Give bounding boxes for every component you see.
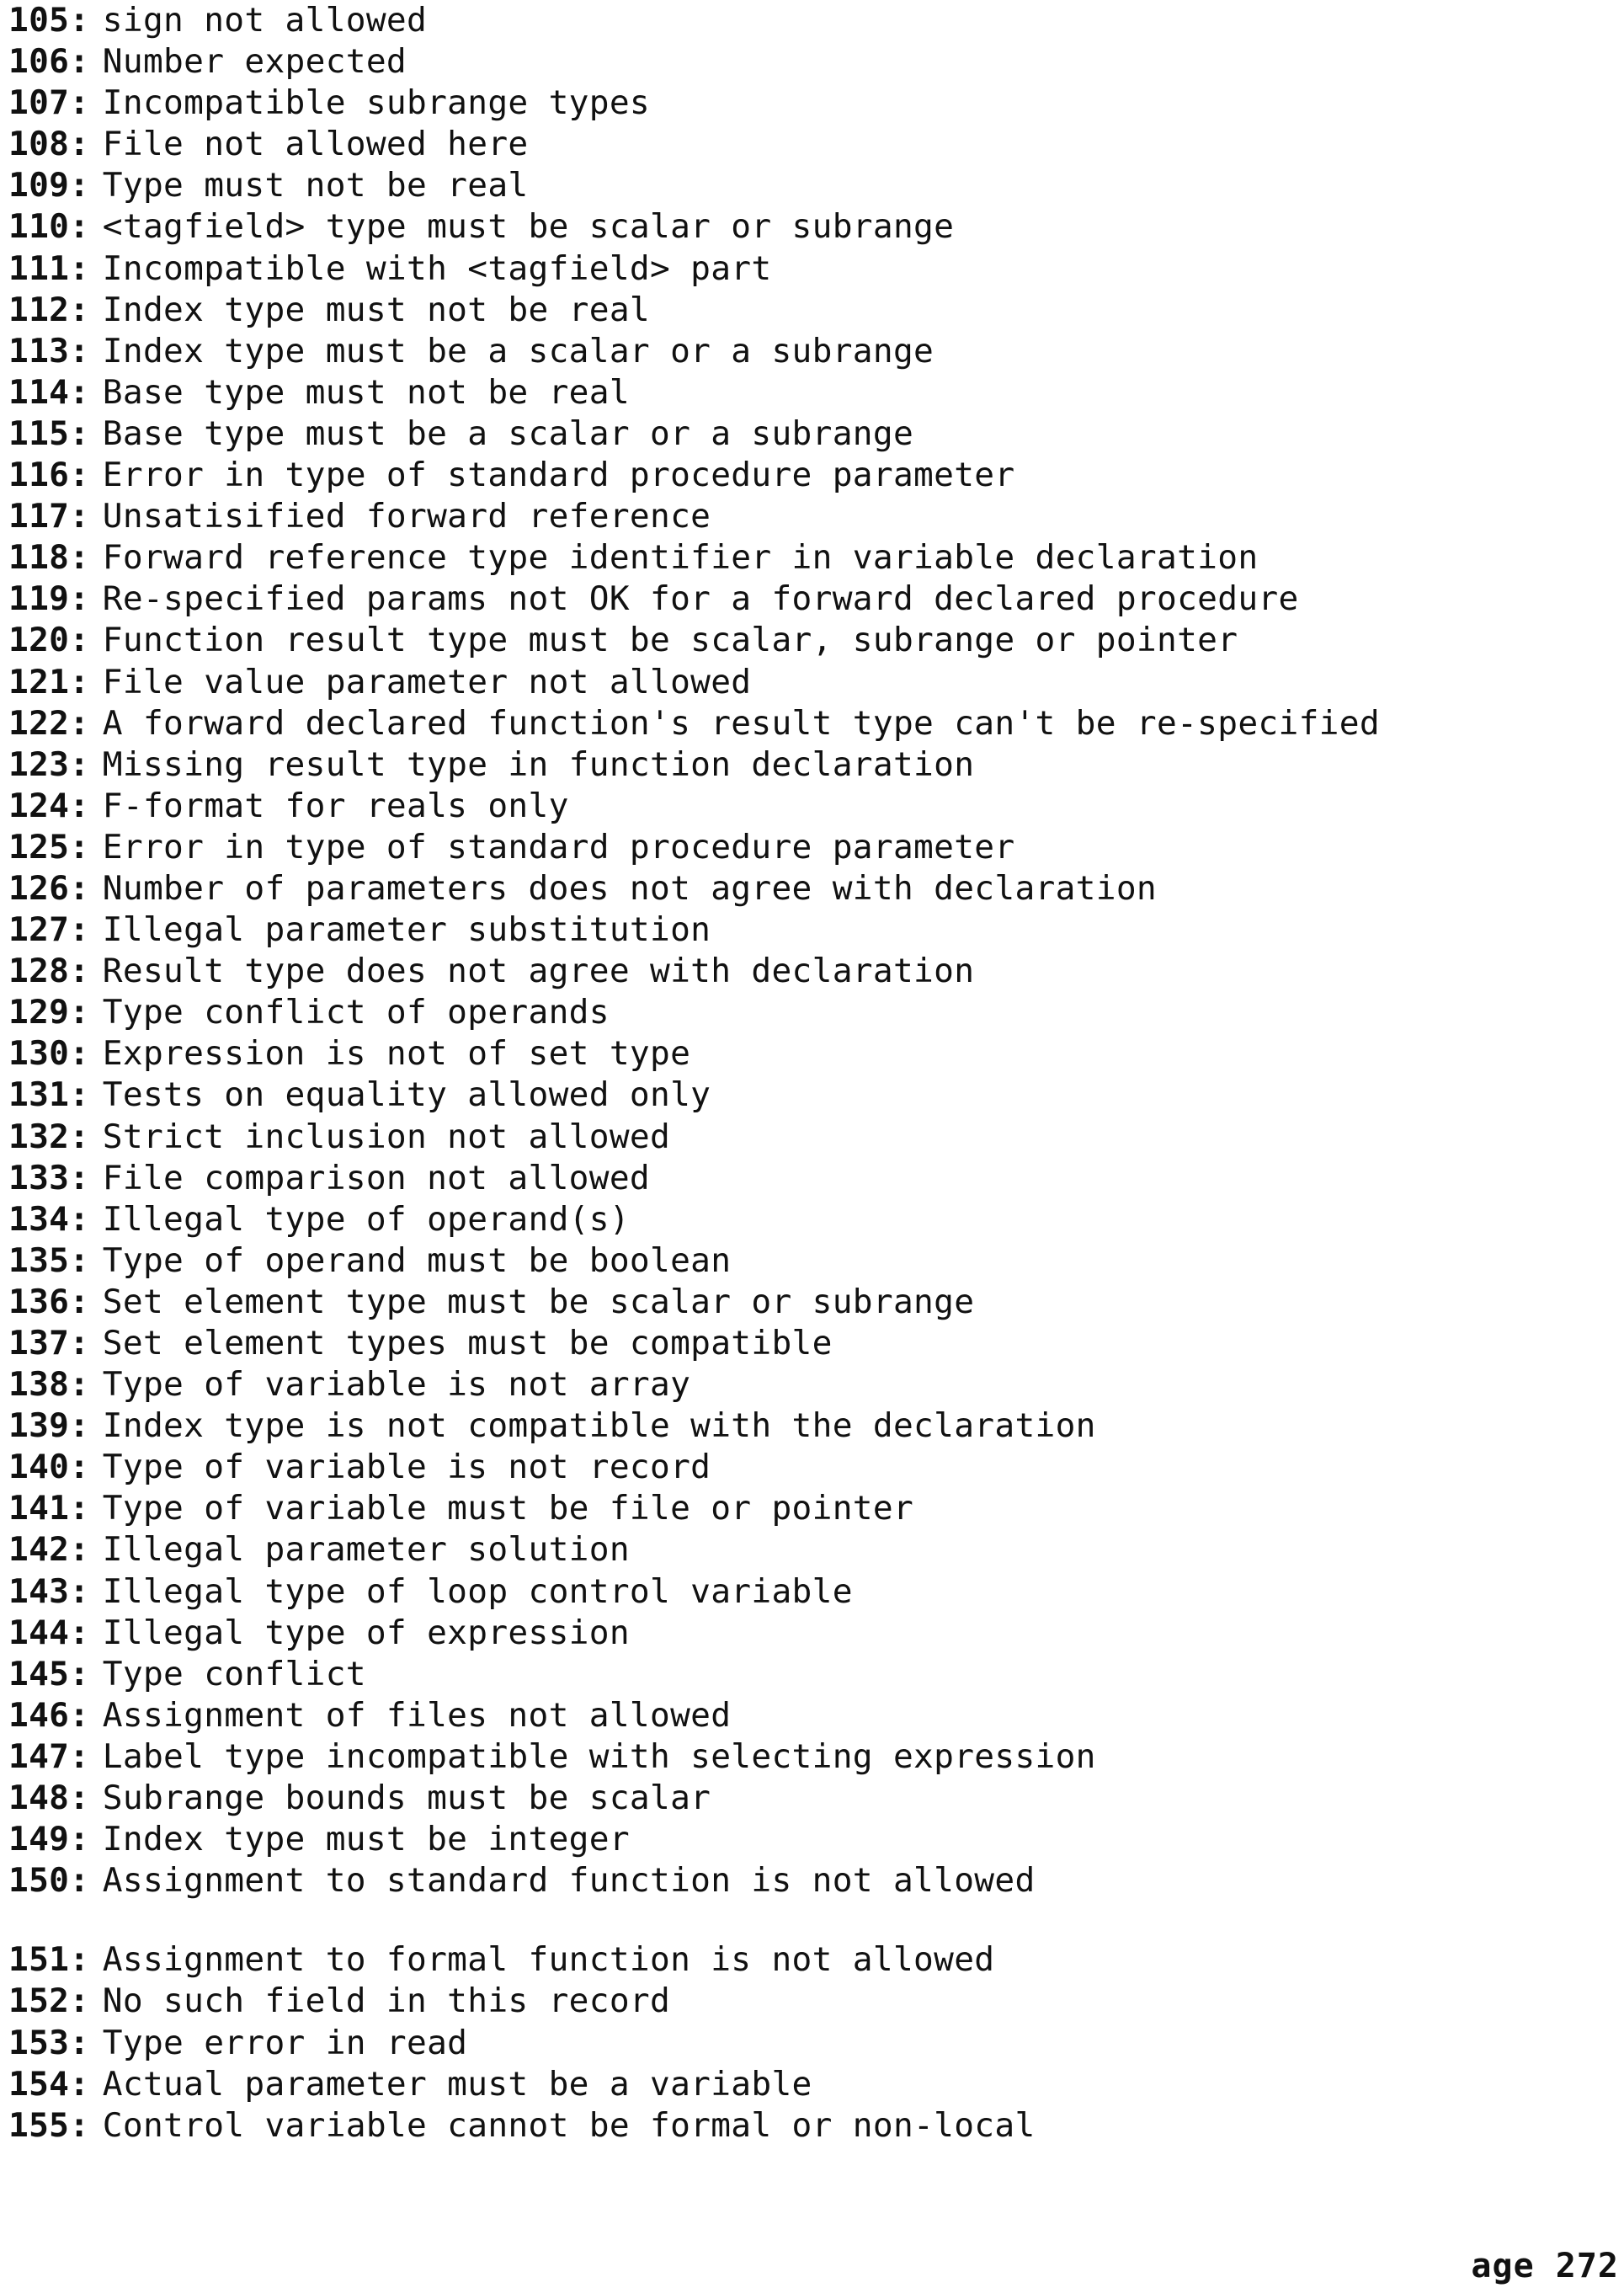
error-row-105 (8, 0, 1490, 41)
error-code: 151 (8, 1940, 70, 1980)
error-message: Type conflict (102, 1654, 366, 1693)
error-row-150 (8, 1860, 1490, 1901)
error-message: File comparison not allowed (102, 1158, 650, 1197)
code-separator: : (69, 1448, 90, 1487)
error-message: Result type does not agree with declaration (102, 952, 975, 991)
code-separator: : (69, 2105, 90, 2145)
code-separator: : (69, 1613, 90, 1652)
error-code: 105 (8, 1, 70, 40)
error-message: File not allowed here (102, 125, 529, 164)
error-message: Illegal type of loop control variable (102, 1571, 853, 1611)
code-separator: : (69, 910, 90, 950)
error-code: 153 (8, 2023, 70, 2062)
code-separator: : (69, 1940, 90, 1980)
error-row-138 (8, 1364, 1490, 1405)
error-code: 155 (8, 2105, 70, 2145)
error-code: 127 (8, 910, 70, 950)
error-row-122 (8, 703, 1490, 744)
error-row-147 (8, 1736, 1490, 1778)
code-separator: : (69, 1075, 90, 1115)
error-code: 113 (8, 331, 70, 371)
error-message: Unsatisified forward reference (102, 497, 711, 536)
error-code: 141 (8, 1489, 70, 1528)
error-row-148 (8, 1778, 1490, 1819)
error-row-111 (8, 248, 1490, 290)
error-row-117 (8, 496, 1490, 537)
error-code: 125 (8, 827, 70, 867)
error-message: Illegal type of operand(s) (102, 1199, 630, 1239)
error-message: Base type must be a scalar or a subrange (102, 413, 914, 453)
error-message: Type conflict of operands (102, 993, 610, 1032)
error-code: 128 (8, 952, 70, 991)
error-code: 144 (8, 1613, 70, 1652)
error-code: 140 (8, 1448, 70, 1487)
error-message: Index type must be a scalar or a subrange (102, 331, 934, 371)
error-message: sign not allowed (102, 1, 428, 40)
error-message: Expression is not of set type (102, 1034, 691, 1074)
error-message: Type of operand must be boolean (102, 1240, 732, 1280)
error-row-149 (8, 1819, 1490, 1860)
error-row-136 (8, 1282, 1490, 1323)
error-code: 137 (8, 1324, 70, 1363)
error-message: Index type is not compatible with the declaration (102, 1406, 1096, 1446)
error-message: Index type must not be real (102, 290, 650, 329)
error-row-119 (8, 579, 1490, 620)
error-row-133 (8, 1158, 1490, 1199)
code-separator: : (69, 952, 90, 991)
error-row-151 (8, 1939, 1490, 1981)
code-separator: : (69, 1736, 90, 1776)
code-separator: : (69, 786, 90, 825)
error-code: 117 (8, 497, 70, 536)
error-row-106 (8, 41, 1490, 83)
error-row-153 (8, 2023, 1490, 2064)
error-message: Illegal type of expression (102, 1613, 630, 1652)
error-code: 148 (8, 1779, 70, 1818)
error-code: 135 (8, 1240, 70, 1280)
code-separator: : (69, 413, 90, 453)
error-row-113 (8, 331, 1490, 372)
error-code: 152 (8, 1981, 70, 2021)
error-message: Error in type of standard procedure parameter (102, 827, 1015, 867)
error-code: 108 (8, 125, 70, 164)
error-row-134 (8, 1199, 1490, 1240)
code-separator: : (69, 207, 90, 247)
error-code: 146 (8, 1695, 70, 1735)
code-separator: : (69, 1571, 90, 1611)
error-row-154 (8, 2064, 1490, 2105)
error-message: A forward declared function's result type can't be re-specified (102, 703, 1380, 743)
code-separator: : (69, 1981, 90, 2021)
error-row-126 (8, 868, 1490, 909)
error-code: 132 (8, 1117, 70, 1156)
error-message: Number of parameters does not agree with declaration (102, 868, 1158, 908)
error-message: <tagfield> type must be scalar or subrange (102, 207, 955, 247)
error-code: 111 (8, 248, 70, 288)
code-separator: : (69, 331, 90, 371)
error-message: Set element type must be scalar or subrange (102, 1282, 975, 1321)
error-row-143 (8, 1571, 1490, 1613)
error-message: Type error in read (102, 2023, 468, 2062)
error-row-120 (8, 620, 1490, 661)
error-code: 110 (8, 207, 70, 247)
error-row-110 (8, 206, 1490, 248)
error-message: Assignment to standard function is not allowed (102, 1861, 1036, 1901)
error-code: 116 (8, 456, 70, 495)
error-row-116 (8, 455, 1490, 496)
code-separator: : (69, 497, 90, 536)
error-message: Missing result type in function declaration (102, 744, 975, 784)
error-message: Type of variable must be file or pointer (102, 1489, 914, 1528)
error-message: Label type incompatible with selecting expression (102, 1736, 1096, 1776)
code-separator: : (69, 1199, 90, 1239)
code-separator: : (69, 1406, 90, 1446)
error-message-list (8, 0, 1490, 2147)
code-separator: : (69, 1820, 90, 1859)
error-code: 143 (8, 1571, 70, 1611)
error-code: 120 (8, 621, 70, 660)
code-separator: : (69, 1489, 90, 1528)
code-separator: : (69, 1365, 90, 1405)
code-separator: : (69, 662, 90, 701)
code-separator: : (69, 248, 90, 288)
error-row-125 (8, 827, 1490, 868)
error-message: Incompatible with <tagfield> part (102, 248, 772, 288)
error-code: 126 (8, 868, 70, 908)
error-row-142 (8, 1529, 1490, 1571)
error-row-152 (8, 1981, 1490, 2022)
code-separator: : (69, 1695, 90, 1735)
error-code: 106 (8, 42, 70, 82)
error-row-128 (8, 951, 1490, 992)
code-separator: : (69, 2023, 90, 2062)
error-code: 136 (8, 1282, 70, 1321)
code-separator: : (69, 1779, 90, 1818)
error-message: Assignment of files not allowed (102, 1695, 732, 1735)
error-message: Incompatible subrange types (102, 83, 650, 123)
error-code: 150 (8, 1861, 70, 1901)
error-code: 147 (8, 1736, 70, 1776)
error-row-155 (8, 2105, 1490, 2147)
error-code: 134 (8, 1199, 70, 1239)
error-message: No such field in this record (102, 1981, 671, 2021)
error-code: 138 (8, 1365, 70, 1405)
code-separator: : (69, 1240, 90, 1280)
error-message: Strict inclusion not allowed (102, 1117, 671, 1156)
error-code: 124 (8, 786, 70, 825)
code-separator: : (69, 1282, 90, 1321)
error-row-127 (8, 909, 1490, 951)
code-separator: : (69, 372, 90, 412)
code-separator: : (69, 538, 90, 578)
error-row-140 (8, 1447, 1490, 1488)
error-message: Subrange bounds must be scalar (102, 1779, 711, 1818)
code-separator: : (69, 1117, 90, 1156)
error-row-108 (8, 124, 1490, 165)
error-message: Forward reference type identifier in variable declaration (102, 538, 1259, 578)
error-code: 112 (8, 290, 70, 329)
code-separator: : (69, 1530, 90, 1570)
error-code: 149 (8, 1820, 70, 1859)
error-message: Re-specified params not OK for a forward declared procedure (102, 579, 1299, 619)
error-code: 130 (8, 1034, 70, 1074)
code-separator: : (69, 290, 90, 329)
error-message: Assignment to formal function is not allowed (102, 1940, 995, 1980)
error-row-107 (8, 83, 1490, 124)
code-separator: : (69, 621, 90, 660)
error-message: Illegal parameter substitution (102, 910, 711, 950)
error-row-115 (8, 413, 1490, 455)
code-separator: : (69, 456, 90, 495)
code-separator: : (69, 1158, 90, 1197)
error-row-139 (8, 1405, 1490, 1447)
error-code: 109 (8, 166, 70, 205)
error-message: Number expected (102, 42, 407, 82)
error-code: 145 (8, 1654, 70, 1693)
error-row-123 (8, 744, 1490, 786)
code-separator: : (69, 868, 90, 908)
code-separator: : (69, 1654, 90, 1693)
error-message: Control variable cannot be formal or non-local (102, 2105, 1036, 2145)
error-code: 118 (8, 538, 70, 578)
error-code: 133 (8, 1158, 70, 1197)
error-message: Index type must be integer (102, 1820, 630, 1859)
error-code: 107 (8, 83, 70, 123)
error-message: Base type must not be real (102, 372, 630, 412)
error-message: File value parameter not allowed (102, 662, 752, 701)
error-message: Set element types must be compatible (102, 1324, 833, 1363)
error-row-137 (8, 1323, 1490, 1364)
error-row-109 (8, 165, 1490, 206)
error-message: Error in type of standard procedure parameter (102, 456, 1015, 495)
error-row-131 (8, 1075, 1490, 1116)
code-separator: : (69, 827, 90, 867)
code-separator: : (69, 1861, 90, 1901)
error-code: 122 (8, 703, 70, 743)
error-row-132 (8, 1117, 1490, 1158)
code-separator: : (69, 166, 90, 205)
error-row-135 (8, 1240, 1490, 1282)
error-code: 129 (8, 993, 70, 1032)
error-row-146 (8, 1695, 1490, 1736)
code-separator: : (69, 579, 90, 619)
error-row-129 (8, 992, 1490, 1033)
error-message: Illegal parameter solution (102, 1530, 630, 1570)
error-row-112 (8, 290, 1490, 331)
error-message: Type of variable is not array (102, 1365, 691, 1405)
code-separator: : (69, 1034, 90, 1074)
error-code: 123 (8, 744, 70, 784)
error-message: Tests on equality allowed only (102, 1075, 711, 1115)
error-message: Type must not be real (102, 166, 529, 205)
error-code: 114 (8, 372, 70, 412)
code-separator: : (69, 2064, 90, 2104)
error-code: 139 (8, 1406, 70, 1446)
error-row-144 (8, 1613, 1490, 1654)
error-message: Actual parameter must be a variable (102, 2064, 812, 2104)
error-message: Function result type must be scalar, subrange or pointer (102, 621, 1238, 660)
code-separator: : (69, 83, 90, 123)
code-separator: : (69, 125, 90, 164)
error-code: 142 (8, 1530, 70, 1570)
error-row-145 (8, 1654, 1490, 1695)
error-row-114 (8, 372, 1490, 413)
error-row-121 (8, 662, 1490, 703)
error-message: F-format for reals only (102, 786, 569, 825)
error-row-130 (8, 1033, 1490, 1075)
error-code: 131 (8, 1075, 70, 1115)
code-separator: : (69, 993, 90, 1032)
code-separator: : (69, 1324, 90, 1363)
error-code: 121 (8, 662, 70, 701)
error-code: 154 (8, 2064, 70, 2104)
error-row-124 (8, 786, 1490, 827)
code-separator: : (69, 744, 90, 784)
code-separator: : (69, 1, 90, 40)
code-separator: : (69, 42, 90, 82)
error-message: Type of variable is not record (102, 1448, 711, 1487)
error-row-118 (8, 537, 1490, 579)
error-code: 115 (8, 413, 70, 453)
error-code: 119 (8, 579, 70, 619)
error-row-141 (8, 1488, 1490, 1529)
page-number: age 272 (1471, 2247, 1619, 2285)
code-separator: : (69, 703, 90, 743)
